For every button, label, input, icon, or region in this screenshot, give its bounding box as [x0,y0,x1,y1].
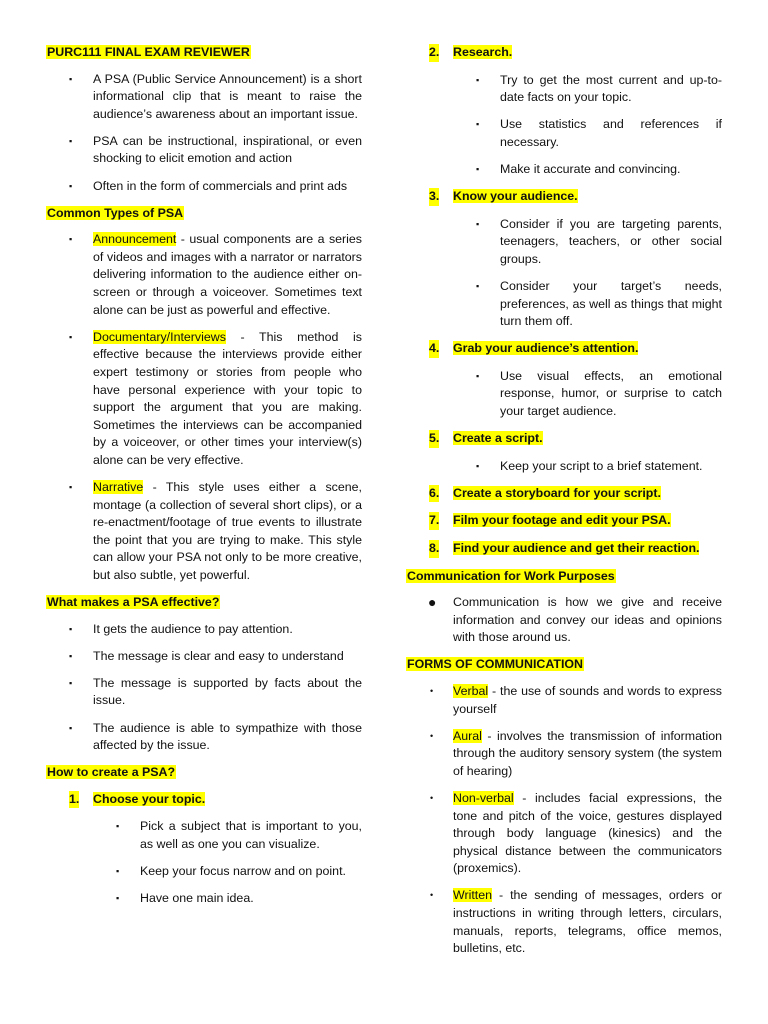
step-item: ▪ Make it accurate and convincing. [476,161,681,176]
intro-item: ▪ Often in the form of commercials and print ads [69,178,348,193]
bullet-icon: ▪ [69,623,73,634]
step-item: ▪ Try to get the most current and up-to-date facts on your topic. [476,72,722,105]
step-item: ▪ Consider if you are targeting parents, teenagers, teachers, or other social groups. [476,216,722,266]
bullet-icon: ▪ [69,650,73,661]
forms-heading: FORMS OF COMMUNICATION [407,657,583,672]
type-term: Announcement [93,232,177,247]
left-column [46,40,362,917]
right-column [406,40,722,967]
step-heading: 1. Choose your topic. [46,791,362,809]
bullet-icon: ● [428,594,437,611]
form-term: Non-verbal [453,791,514,805]
type-item: ▪ Narrative - This style uses either a scene, montage (a collection of several short clips), or a re-enactment/footage of true events to illustrate the point that you are trying to make. This style can allow your PSA not only to be more creative, but also subtle, yet powerful. [69,479,362,582]
bullet-icon: ▪ [116,893,120,904]
bullet-icon: ▪ [476,218,480,229]
effective-heading: What makes a PSA effective? [47,595,220,610]
bullet-icon: ▪ [476,460,480,471]
bullet-icon: ▪ [69,331,73,342]
howto-heading: How to create a PSA? [47,765,176,780]
effective-item: ▪ The message is clear and easy to understand [69,648,344,663]
form-item: • Aural - involves the transmission of information through the auditory sensory system (the system of hearing) [430,728,722,778]
form-item: • Non-verbal - includes facial expressions, the tone and pitch of the voice, gestures displayed through body language (kinesics) and the physical distance between the communicators (proxemics). [430,791,722,876]
step-heading: 2. Research. [406,44,722,62]
step-item: ▪ Use visual effects, an emotional response, humor, or surprise to catch your target audience. [476,368,722,418]
bullet-icon: ▪ [69,180,73,191]
step-heading: 4. Grab your audience’s attention. [406,340,722,358]
form-term: Aural [453,728,482,743]
step-item: ▪ Have one main idea. [116,891,254,906]
intro-item: ▪ PSA can be instructional, inspirational, or even shocking to elicit emotion and action [69,133,362,166]
bullet-icon: ▪ [69,481,73,492]
step-item: ▪ Keep your focus narrow and on point. [116,864,346,879]
effective-item: ▪ The audience is able to sympathize with those affected by the issue. [69,720,362,753]
bullet-icon: ▪ [69,722,73,733]
intro-item: ▪ A PSA (Public Service Announcement) is a short informational clip that is meant to raise the audience’s awareness about an important issue. [69,71,362,121]
step-heading: 3. Know your audience. [406,188,722,206]
form-term: Verbal [453,684,489,699]
form-item: • Written - the sending of messages, orders or instructions in writing through letters, circulars, manuals, reports, telegrams, office memos, bulletins, etc. [430,888,722,956]
bullet-icon: ▪ [476,163,480,174]
effective-item: ▪ The message is supported by facts about the issue. [69,675,362,708]
bullet-icon: • [430,793,434,803]
type-item: ▪ Documentary/Interviews - This method is effective because the interviews provide either expert testimony or stories from people who have personal experience with your topic to support the argument that you are making. Sometimes the interviews can be accompanied by a voiceover, or other times your interview(s) alone can be very effective. [69,329,362,467]
bullet-icon: • [430,890,434,901]
step-heading: 6. Create a storyboard for your script. [406,485,722,503]
form-term: Written [453,888,493,903]
bullet-icon: • [430,686,434,697]
step-item: ▪ Pick a subject that is important to you, as well as one you can visualize. [116,819,362,851]
bullet-icon: ▪ [476,119,480,130]
step-item: ▪ Use statistics and references if necessary. [476,117,722,149]
bullet-icon: ▪ [476,74,480,85]
bullet-icon: ▪ [69,677,73,688]
step-heading: 8. Find your audience and get their reaction. [406,540,722,558]
bullet-icon: ▪ [476,280,480,291]
step-heading: 5. Create a script. [406,430,722,448]
types-heading: Common Types of PSA [47,205,184,220]
bullet-icon: ▪ [69,135,73,146]
document-title: PURC111 FINAL EXAM REVIEWER [47,45,250,59]
type-item: ▪ Announcement - usual components are a series of videos and images with a narrator or narrators delivering information to the audience either on-screen or through a voiceover. Sometimes text alone can be just as powerful and effective. [69,232,362,317]
step-item: ▪ Keep your script to a brief statement. [476,458,703,473]
type-term: Narrative [93,479,144,494]
bullet-icon: ▪ [116,821,120,832]
bullet-icon: ▪ [116,866,120,877]
form-item: • Verbal - the use of sounds and words to express yourself [430,684,722,716]
type-term: Documentary/Interviews [93,329,226,344]
comm-item: ● Communication is how we give and receive information and convey our ideas and opinions with those around us. [428,594,722,645]
bullet-icon: ▪ [69,234,73,245]
bullet-icon: • [430,730,434,741]
step-heading: 7. Film your footage and edit your PSA. [406,512,722,530]
effective-item: ▪ It gets the audience to pay attention. [69,621,293,636]
bullet-icon: ▪ [476,370,480,381]
step-item: ▪ Consider your target’s needs, preferences, as well as things that might turn them off. [476,278,722,329]
comm-heading: Communication for Work Purposes [407,568,615,583]
bullet-icon: ▪ [69,73,73,84]
